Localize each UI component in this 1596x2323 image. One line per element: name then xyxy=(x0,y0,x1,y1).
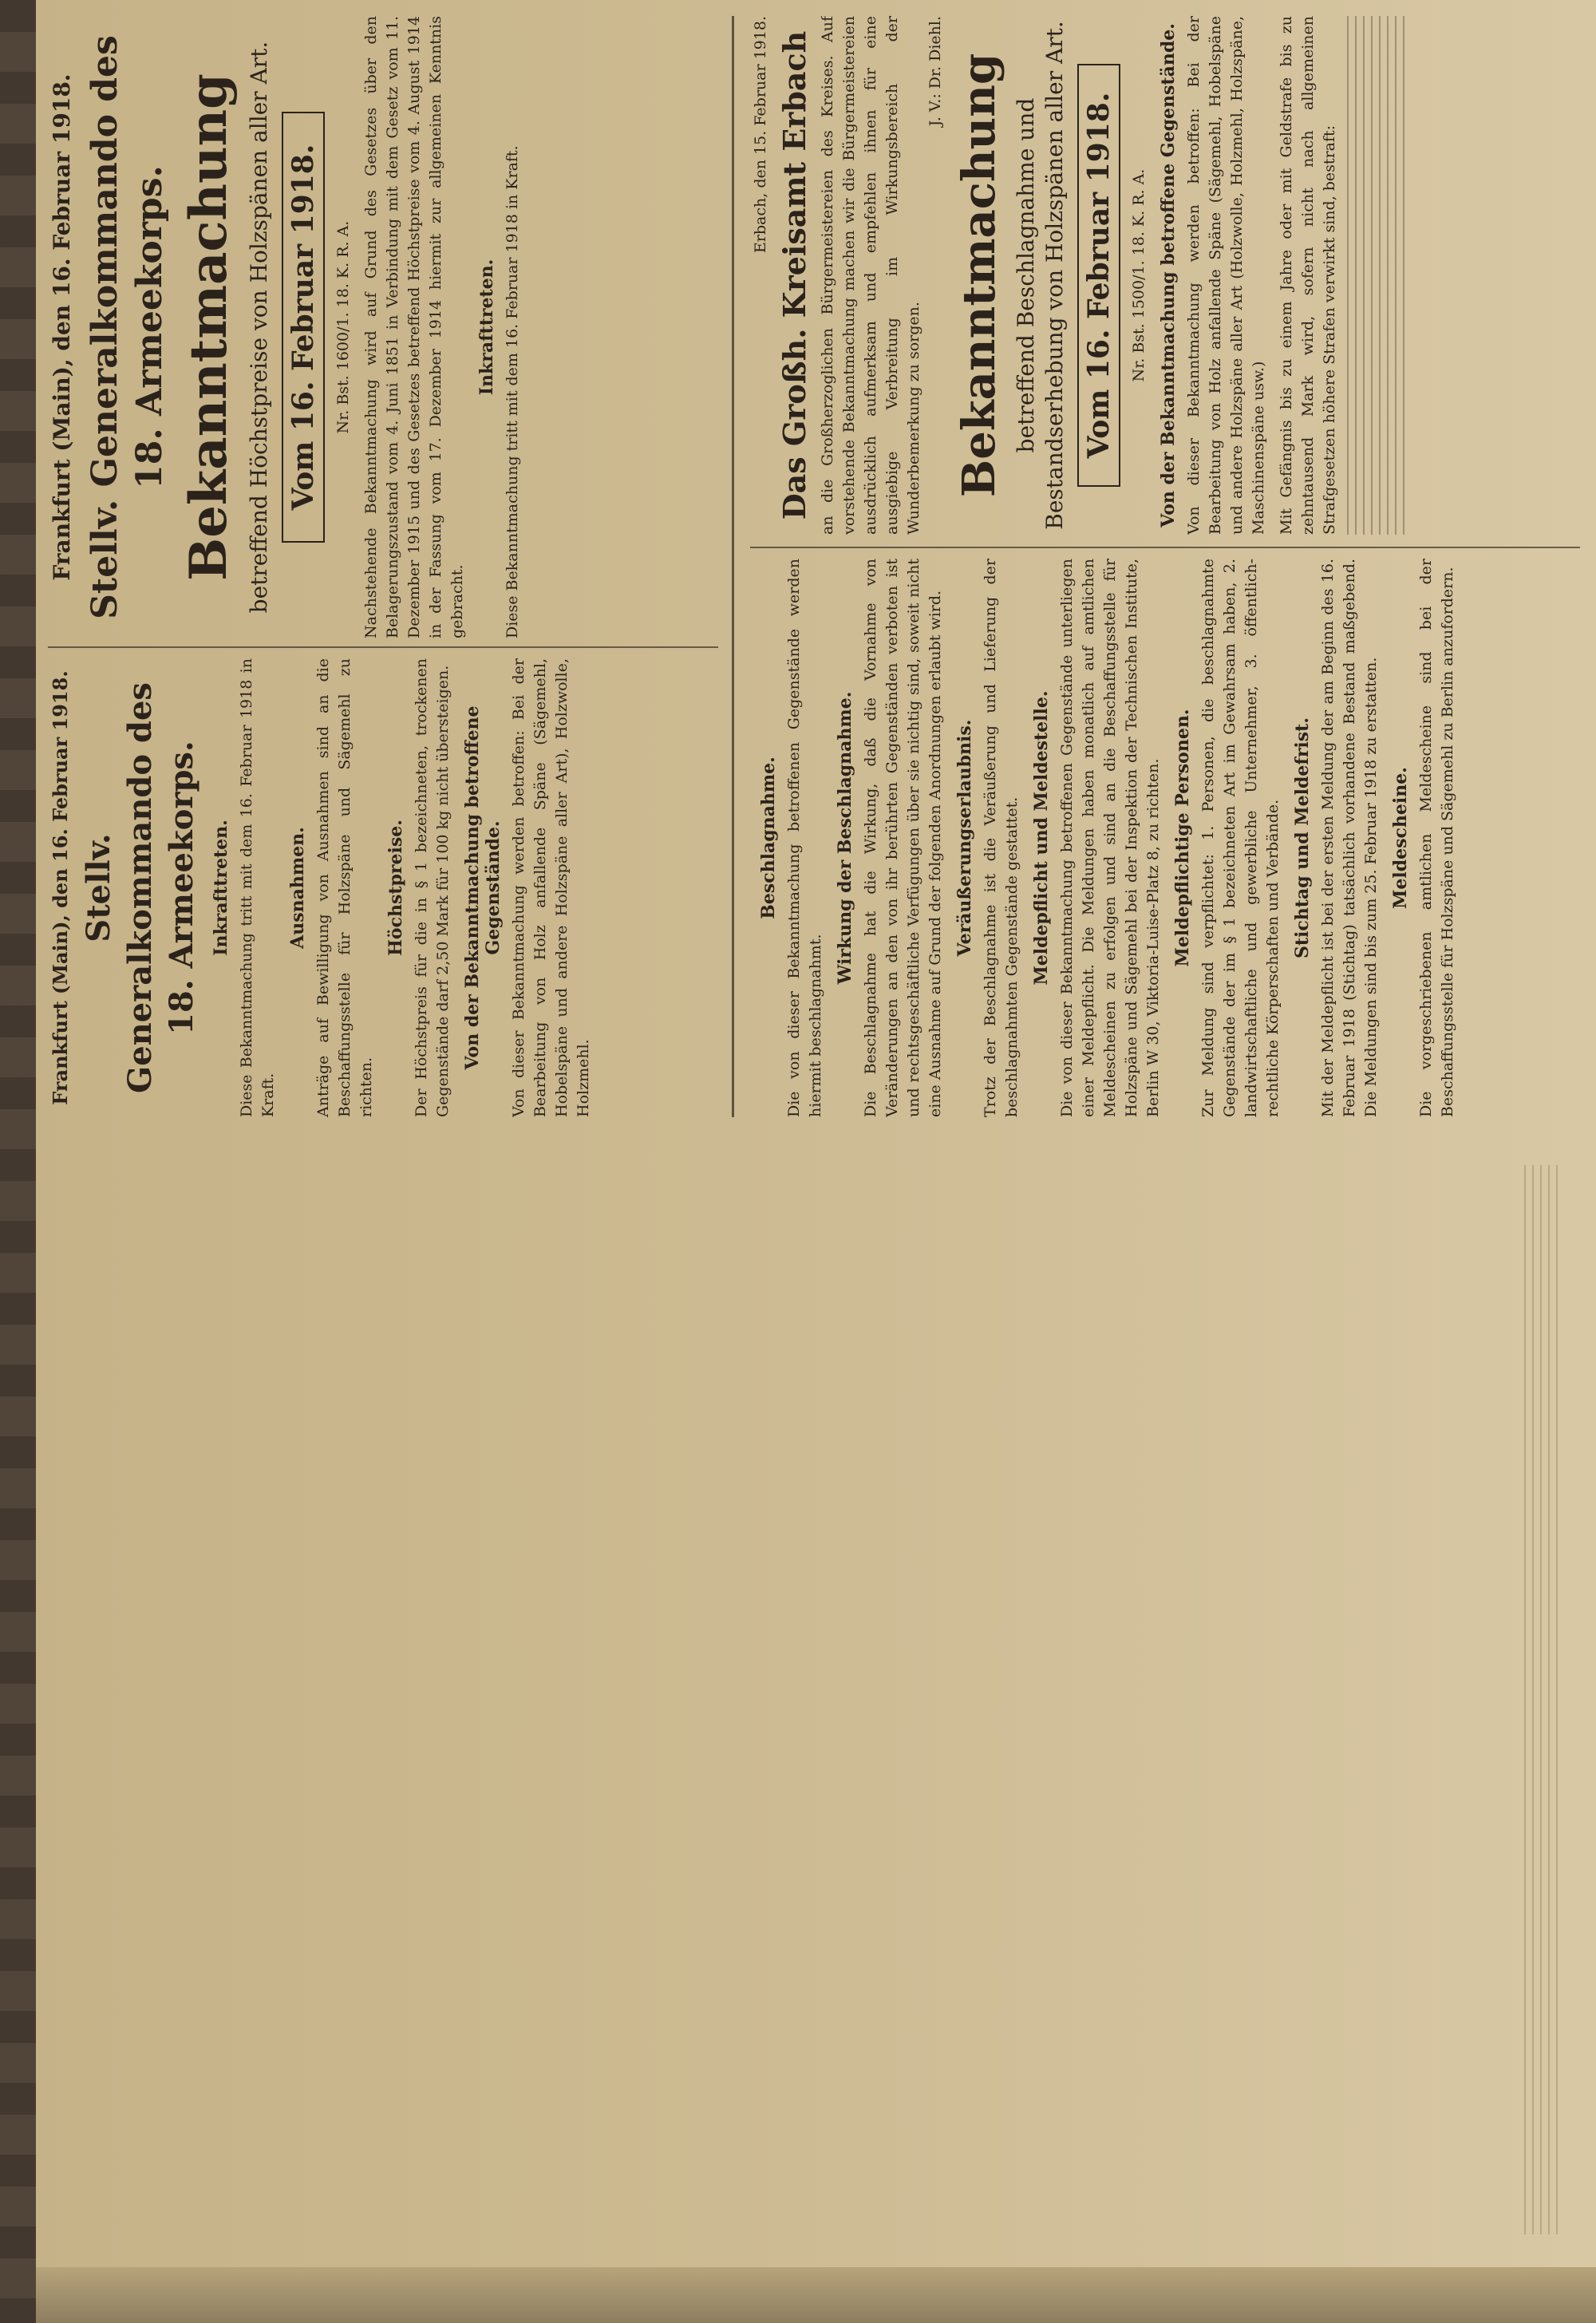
section-heading: Ausnahmen. xyxy=(287,827,308,949)
section-heading: Meldescheine. xyxy=(1390,767,1411,909)
command-heading: Stellv. Generalkommando des 18. Armeekorps. xyxy=(85,35,170,619)
section-heading: Inkrafttreten. xyxy=(211,820,231,956)
section-paragraph: Von dieser Bekanntmachung werden betroffen: Bei der Bearbeitung von Holz anfallende Späne (Sägemehl, Hobelspäne und andere Holzspäne aller Art), Holzwolle, Holzmehl. xyxy=(510,658,592,1117)
column-rule xyxy=(750,547,1580,548)
text-lines xyxy=(1347,16,1404,535)
notice-subtitle: betreffend Höchstpreise von Holzspänen aller Art. xyxy=(246,41,272,614)
command-place: Frankfurt (Main), den 16. Februar 1918. xyxy=(49,73,75,581)
column-2 xyxy=(750,559,1588,1117)
page-binding-edge xyxy=(0,0,36,2323)
notice-title: Bekanntmachung xyxy=(953,53,1005,498)
office-heading: Das Großh. Kreisamt Erbach xyxy=(776,30,812,520)
section-paragraph: Trotz der Beschlagnahme ist die Veräußerung und Lieferung der beschlagnahmten Gegenstände gestattet. xyxy=(982,559,1021,1117)
text-lines xyxy=(1518,1165,1564,2234)
notice-body: Nachstehende Bekanntmachung wird auf Grund des Gesetzes über den Belagerungszustand vom 4. Juni 1851 in Verbindung mit dem Gesetz vom 11. Dezember 1915 und des Gesetzes betreffend Höchstpreise vom 4. August 1914 in der Fassung vom 17. Dezember 1914 hiermit zur allgemeinen Kenntnis gebracht. xyxy=(362,16,466,638)
section-paragraph: Mit der Meldepflicht ist bei der ersten Meldung der am Beginn des 16. Februar 1918 (Stichtag) tatsächlich vorhandene Bestand maßgebend. Die Meldungen sind bis zum 25. Februar 1918 zu erstatten. xyxy=(1319,559,1380,1117)
section-paragraph: Die Beschlagnahme hat die Wirkung, daß die Vornahme von Veränderungen an den von ihr berührten Gegenständen verboten ist und rechtsgeschäftliche Verfügungen über sie nichtig sind, soweit nicht eine Ausnahme auf Grund der folgenden Anordnungen erlaubt wird. xyxy=(862,559,944,1117)
command-place: Frankfurt (Main), den 16. Februar 1918. xyxy=(49,670,72,1105)
notice-subtitle: betreffend Beschlagnahme und Bestandserhebung von Holzspänen aller Art. xyxy=(1013,21,1068,530)
section-paragraph: Die von dieser Bekanntmachung betroffenen Gegenstände unterliegen einer Meldepflicht. Die Meldungen haben monatlich auf amtlichen Meldescheinen zu erfolgen und sind an die Beschaffungsstelle für Holzspäne und Sägemehl bei der Inspektion der Technischen Institute, Berlin W 30, Viktoria-Luise-Platz 8, zu richten. xyxy=(1058,559,1162,1117)
date-banner-text: Vom 16. Februar 1918. xyxy=(286,144,320,511)
section-paragraph: Der Höchstpreis für die in § 1 bezeichneten, trockenen Gegenstände darf 2,50 Mark für 100 kg nicht übersteigen. xyxy=(413,658,452,1117)
intro-body: an die Großherzoglichen Bürgermeistereien des Kreises. Auf vorstehende Bekanntmachung machen wir die Bürgermeistereien ausdrücklich aufmerksam und empfehlen ihnen für eine ausgiebige Verbreitung im Wirkungsbereich der Wunderbemerkung zu sorgen. xyxy=(819,16,922,535)
command-heading: Stellv. Generalkommando des 18. Armeekorps. xyxy=(80,682,200,1093)
section-heading: Beschlagnahme. xyxy=(758,757,779,919)
section-paragraph: Diese Bekanntmachung tritt mit dem 16. Februar 1918 in Kraft. xyxy=(504,145,521,638)
section-heading: Stichtag und Meldefrist. xyxy=(1292,717,1313,958)
section-heading: Veräußerungserlaubnis. xyxy=(954,719,975,957)
signature: J. V.: Dr. Diehl. xyxy=(926,16,944,127)
reference: Nr. Bst. 1600/1. 18. K. R. A. xyxy=(334,220,352,434)
section-paragraph: Zur Meldung sind verpflichtet: 1. Personen, die beschlagnahmte Gegenstände der im § 1 bezeichneten Art im Gewahrsam haben, 2. landwirtschaftliche und gewerbliche Unternehmer, 3. öffentlich-rechtliche Körperschaften und Verbände. xyxy=(1199,559,1282,1117)
binding-strip xyxy=(0,0,36,2323)
section-heading: Inkrafttreten. xyxy=(476,259,497,396)
section-paragraph: Von dieser Bekanntmachung werden betroffen: Bei der Bearbeitung von Holz anfallende Späne (Sägemehl, Hobelspäne und andere Holzspäne aller Art (Holzwolle, Holzmehl, Holzspäne, Maschinenspäne usw.) xyxy=(1185,16,1267,535)
section-paragraph: Diese Bekanntmachung tritt mit dem 16. Februar 1918 in Kraft. xyxy=(238,658,277,1117)
page-edge xyxy=(36,2267,1596,2323)
faded-page-area xyxy=(36,1133,1596,2266)
column-4 xyxy=(48,658,718,1117)
column-rule xyxy=(48,646,718,648)
intro-date: Erbach, den 15. Februar 1918. xyxy=(752,16,769,254)
notice-title: Bekanntmachung xyxy=(179,73,239,581)
column-3 xyxy=(48,16,718,638)
reference: Nr. Bst. 1500/1. 18. K. R. A. xyxy=(1130,168,1148,382)
upper-page xyxy=(36,0,1596,2323)
section-heading: Von der Bekanntmachung betroffene Gegenstände. xyxy=(1158,23,1179,527)
section-paragraph: Mit Gefängnis bis zu einem Jahre oder mit Geldstrafe bis zu zehntausend Mark wird, sofern nicht nach allgemeinen Strafgesetzen höhere Strafen verwirkt sind, bestraft: xyxy=(1278,16,1338,535)
section-heading: Höchstpreise. xyxy=(385,820,406,956)
section-heading: Wirkung der Beschlagnahme. xyxy=(835,691,855,985)
date-banner xyxy=(282,112,325,543)
section-paragraph: Anträge auf Bewilligung von Ausnahmen sind an die Beschaffungsstelle für Holzspäne und Sägemehl zu richten. xyxy=(314,658,375,1117)
page-divider xyxy=(732,16,734,1117)
date-banner-text: Vom 16. Februar 1918. xyxy=(1082,92,1116,459)
section-heading: Meldepflichtige Personen. xyxy=(1172,709,1193,967)
column-1 xyxy=(750,16,1588,535)
section-paragraph: Die vorgeschriebenen amtlichen Meldescheine sind bei der Beschaffungsstelle für Holzspäne und Sägemehl zu Berlin anzufordern. xyxy=(1417,559,1456,1117)
date-banner xyxy=(1077,64,1120,487)
section-paragraph: Die von dieser Bekanntmachung betroffenen Gegenstände werden hiermit beschlagnahmt. xyxy=(785,559,824,1117)
section-heading: Von der Bekanntmachung betroffene Gegenstände. xyxy=(462,705,504,1070)
section-heading: Meldepflicht und Meldestelle. xyxy=(1031,690,1052,986)
